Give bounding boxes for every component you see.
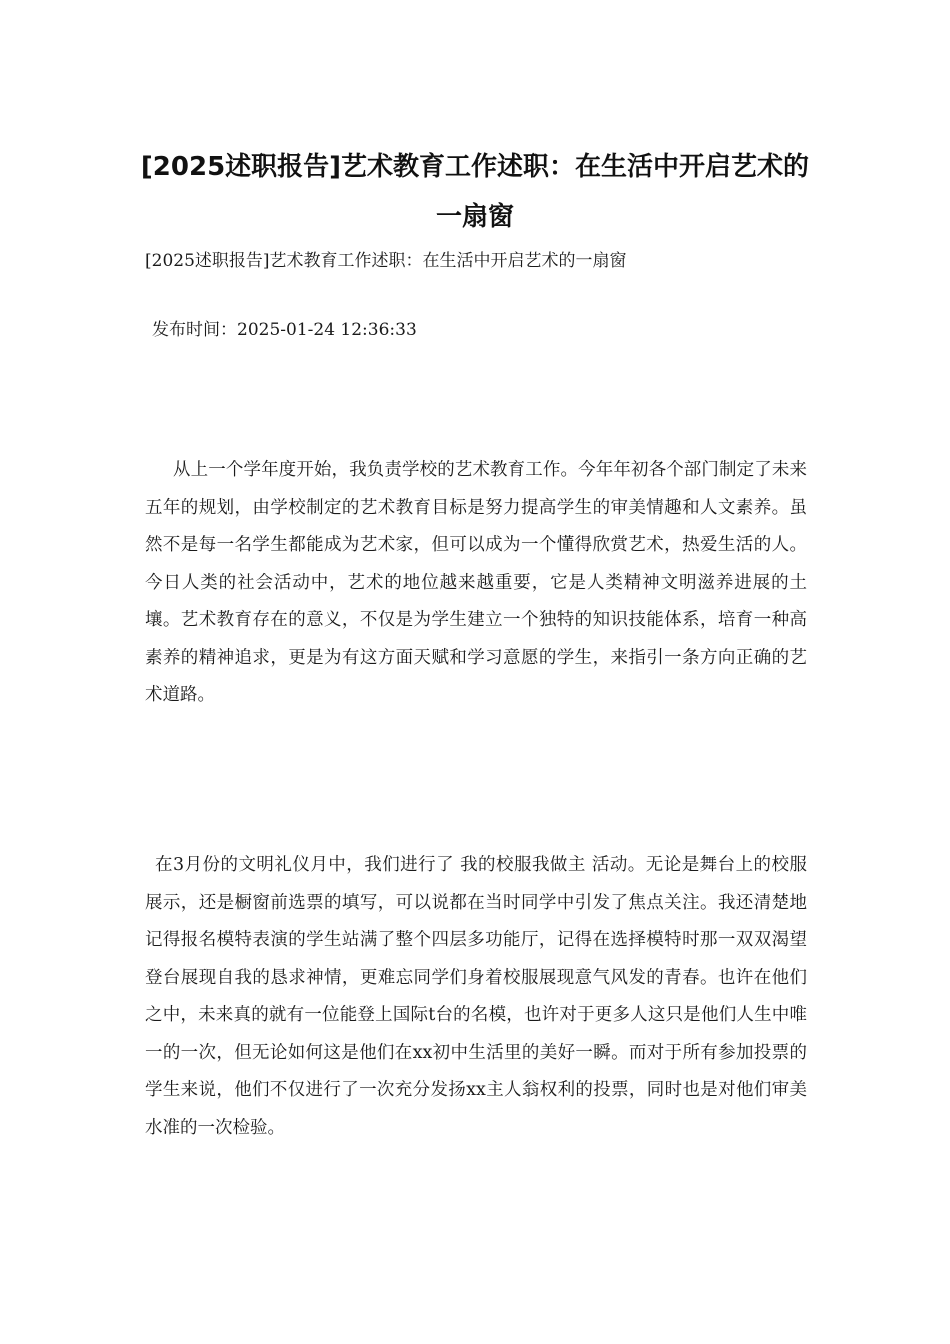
publish-label: 发布时间： <box>152 320 237 340</box>
body-paragraph-2: 在3月份的文明礼仪月中，我们进行了 我的校服我做主 活动。无论是舞台上的校服展示，还是橱窗前选票的填写，可以说都在当时同学中引发了焦点关注。我还清楚地记得报名模特表演的学生站满了整个四层多功能厅，记得在选择模特时那一双双渴望登台展现自我的恳求神情，更难忘同学们身着校服展现意气风发的青春。也许在他们之中，未来真的就有一位能登上国际t台的名模，也许对于更多人这只是他们人生中唯一的一次，但无论如何这是他们在xx初中生活里的美好一瞬。而对于所有参加投票的学生来说，他们不仅进行了一次充分发扬xx主人翁权利的投票，同时也是对他们审美水准的一次检验。 <box>145 855 807 1138</box>
document-title: [2025述职报告]艺术教育工作述职：在生活中开启艺术的一扇窗 <box>140 152 810 232</box>
publish-time: 2025-01-24 12:36:33 <box>237 320 417 340</box>
body-paragraph-1: 从上一个学年度开始，我负责学校的艺术教育工作。今年年初各个部门制定了未来五年的规划，由学校制定的艺术教育目标是努力提高学生的审美情趣和人文素养。虽然不是每一名学生都能成为艺术家，但可以成为一个懂得欣赏艺术，热爱生活的人。今日人类的社会活动中，艺术的地位越来越重要，它是人类精神文明滋养进展的土壤。艺术教育存在的意义，不仅是为学生建立一个独特的知识技能体系，培育一种高素养的精神追求，更是为有这方面天赋和学习意愿的学生，来指引一条方向正确的艺术道路。 <box>145 460 807 705</box>
publish-info <box>152 317 417 343</box>
document-subtitle: [2025述职报告]艺术教育工作述职：在生活中开启艺术的一扇窗 <box>145 251 627 271</box>
